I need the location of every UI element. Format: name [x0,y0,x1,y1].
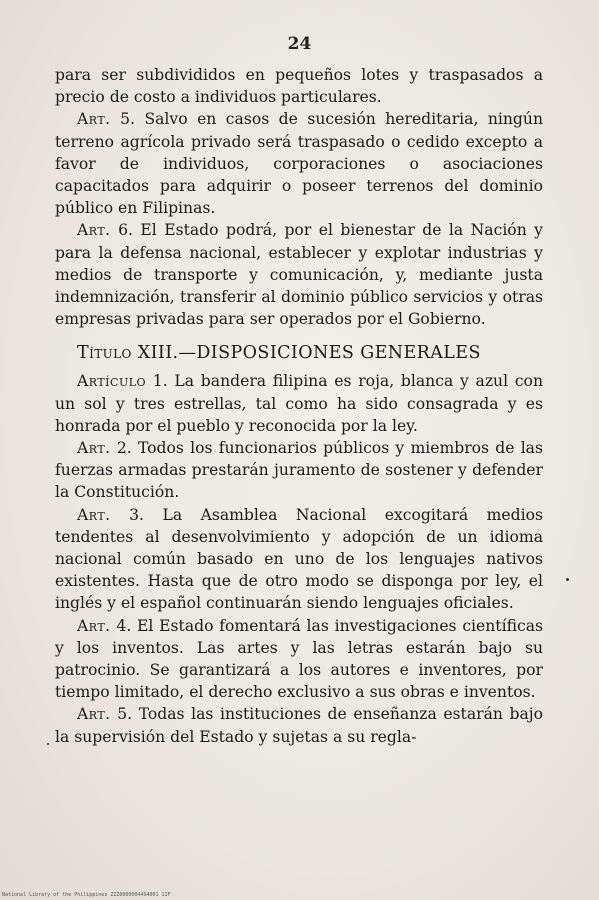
article-text: 5. Todas las instituciones de enseñanza estarán bajo la supervisión del Estado y sujetas a su regla- [55,705,543,746]
section-article-4-paragraph [55,615,543,704]
section-title-rest: XIII.—DISPOSICIONES GENERALES [131,343,481,364]
article-text: 5. Salvo en casos de sucesión hereditaria, ningún terreno agrícola privado será traspasado o cedido excepto a favor de individuos, corporaciones o asociaciones capacitados para adquirir o poseer terrenos del dominio público en Filipinas. [55,110,543,218]
section-title [55,340,543,366]
scan-speck [47,743,49,745]
article-label: Art. [77,221,111,240]
page-number: 24 [287,34,312,54]
section-article-2-paragraph [55,437,543,504]
article-label: Art. [77,110,111,129]
article-5-paragraph [55,108,543,219]
section-article-1-paragraph [55,370,543,437]
article-label: Artículo [77,372,147,391]
section-title-word: Título [77,343,132,364]
body-text [55,64,543,748]
article-text: 1. La bandera filipina es roja, blanca y azul con un sol y tres estrellas, tal como ha sido consagrada y es honrada por el pueblo y reconocida por la ley. [55,372,543,435]
scan-speck [566,578,569,581]
article-label: Art. [77,439,111,458]
article-text: 3. La Asamblea Nacional excogitará medios tendentes al desenvolvimiento y adopción de un idioma nacional común basado en uno de los lenguajes nativos existentes. Hasta que de otro modo se disponga por ley, el inglés y el español continuarán siendo lenguajes oficiales. [55,505,543,613]
article-label: Art. [77,616,111,635]
paragraph-continuation: para ser subdivididos en pequeños lotes y traspasados a precio de costo a individuos particulares. [55,66,543,107]
article-text: 2. Todos los funcionarios públicos y miembros de las fuerzas armadas prestarán juramento de sostener y defender la Constitución. [55,439,543,502]
scan-footer: National Library of the Philippines ZZZ0000004494001 11F [2,892,171,898]
article-text: 4. El Estado fomentará las investigaciones científicas y los inventos. Las artes y las letras estarán bajo su patrocinio. Se garantizará a los autores e inventores, por tiempo limitado, el derecho exclusivo a sus obras e inventos. [55,616,543,702]
section-article-5-paragraph [55,703,543,747]
section-article-3-paragraph [55,504,543,615]
article-label: Art. [77,505,111,524]
article-label: Art. [77,705,111,724]
article-text: 6. El Estado podrá, por el bienestar de la Nación y para la defensa nacional, establecer y explotar industrias y medios de transporte y comunicación, y, mediante justa indemnización, transferir al dominio público servicios y otras empresas privadas para ser operados por el Gobierno. [55,221,543,329]
article-6-paragraph [55,219,543,330]
